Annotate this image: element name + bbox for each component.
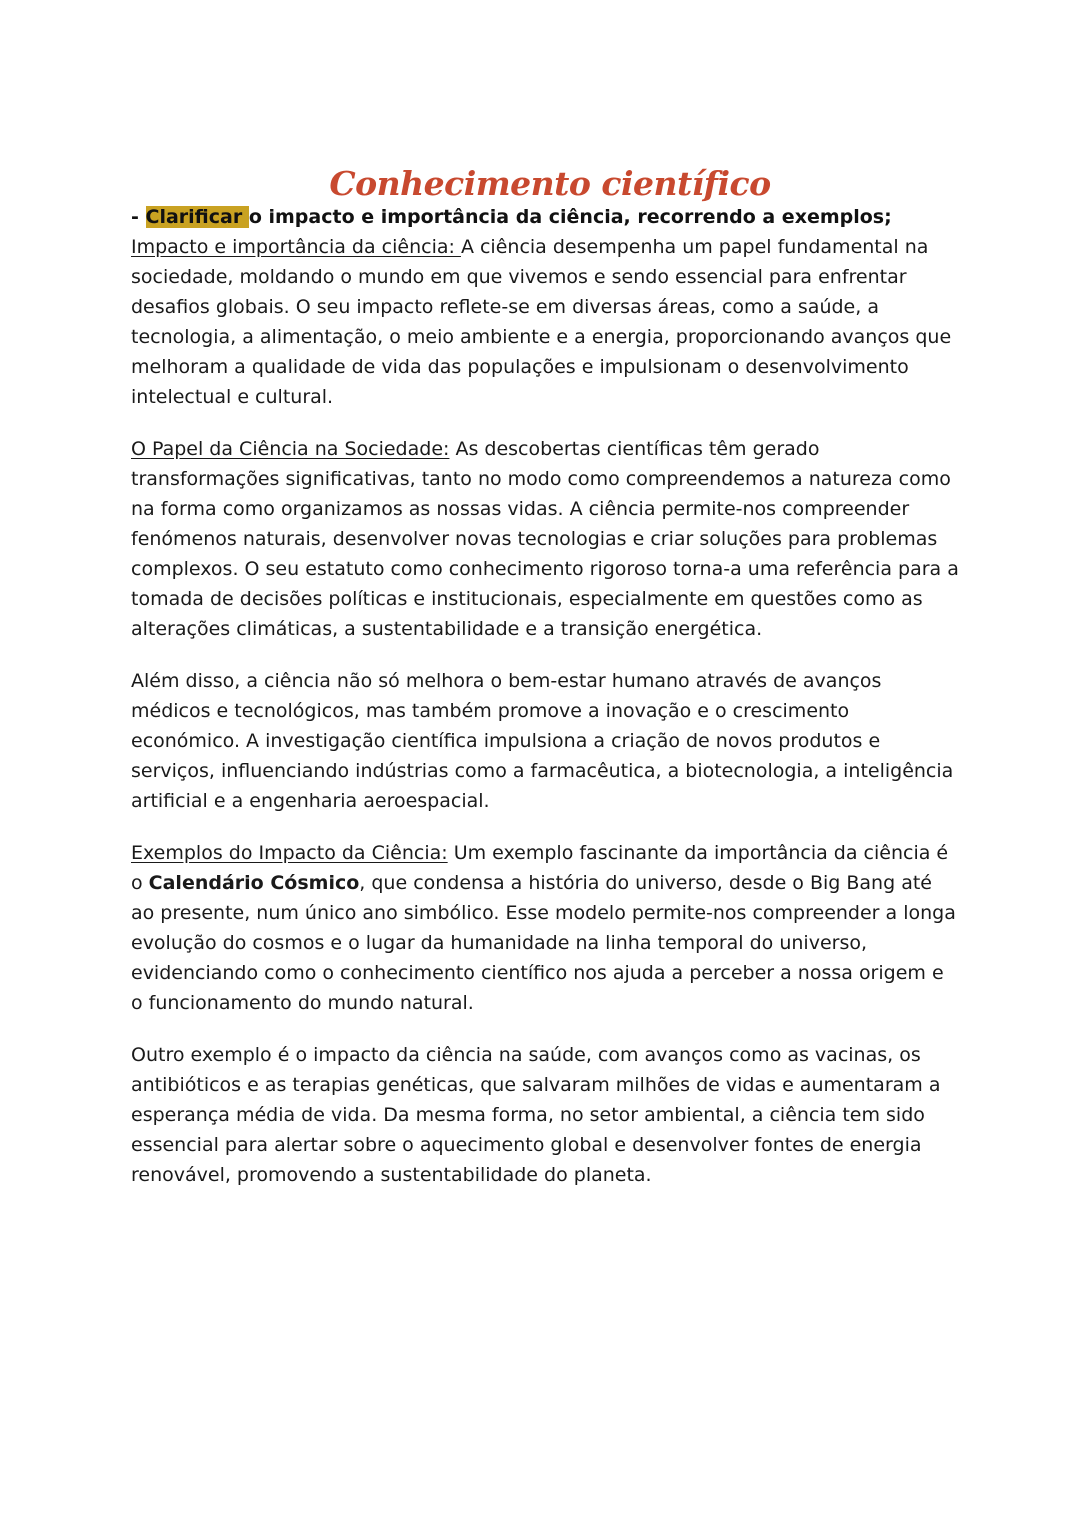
page-title: Conhecimento científico	[329, 164, 771, 203]
paragraph-text: A ciência desempenha um papel fundamental na sociedade, moldando o mundo em que vivemos e sendo essencial para enfrentar desafios globais. O seu impacto reflete-se em diversas áreas, como a saúde, a tecnologia, a alimentação, o meio ambiente e a energia, proporcionando avanços que melhoram a qualidade de vida das populações e impulsionam o desenvolvimento intelectual e cultural.	[131, 236, 952, 408]
bold-term: Calendário Cósmico	[148, 872, 360, 894]
paragraph-text: Outro exemplo é o impacto da ciência na saúde, com avanços como as vacinas, os antibióticos e as terapias genéticas, que salvaram milhões de vidas e aumentaram a esperança média de vida. Da mesma forma, no setor ambiental, a ciência tem sido essencial para alertar sobre o aquecimento global e desenvolver fontes de energia renovável, promovendo a sustentabilidade do planeta.	[131, 1044, 941, 1186]
objective-dash: -	[131, 206, 146, 228]
paragraph-heading: O Papel da Ciência na Sociedade:	[131, 438, 450, 460]
paragraph-text: As descobertas científicas têm gerado transformações significativas, tanto no modo como compreendemos a natureza como na forma como organizamos as nossas vidas. A ciência permite-nos compreender fenómenos naturais, desenvolver novas tecnologias e criar soluções para problemas complexos. O seu estatuto como conhecimento rigoroso torna-a uma referência para a tomada de decisões políticas e institucionais, especialmente em questões como as alterações climáticas, a sustentabilidade e a transição energética.	[131, 438, 959, 640]
objective-text: o impacto e importância da ciência, recorrendo a exemplos;	[248, 206, 892, 228]
paragraph-text: Além disso, a ciência não só melhora o bem-estar humano através de avanços médicos e tecnológicos, mas também promove a inovação e o crescimento económico. A investigação científica impulsiona a criação de novos produtos e serviços, influenciando indústrias como a farmacêutica, a biotecnologia, a inteligência artificial e a engenharia aeroespacial.	[131, 670, 954, 812]
paragraph-examples	[131, 838, 961, 1018]
paragraph-text: , que condensa a história do universo, desde o Big Bang até ao presente, num único ano simbólico. Esse modelo permite-nos compreender a longa evolução do cosmos e o lugar da humanidade na linha temporal do universo, evidenciando como o conhecimento científico nos ajuda a perceber a nossa origem e o funcionamento do mundo natural.	[131, 872, 956, 1014]
paragraph-innovation	[131, 666, 961, 816]
paragraph-heading: Impacto e importância da ciência:	[131, 236, 461, 258]
document-page	[131, 160, 961, 1212]
highlighted-word: Clarificar	[145, 206, 249, 228]
paragraph-heading: Exemplos do Impacto da Ciência:	[131, 842, 448, 864]
paragraph-health	[131, 1040, 961, 1190]
paragraph-text: Um exemplo fascinante da importância da ciência é o	[131, 842, 949, 894]
paragraph-impact	[131, 232, 961, 412]
paragraph-role	[131, 434, 961, 644]
